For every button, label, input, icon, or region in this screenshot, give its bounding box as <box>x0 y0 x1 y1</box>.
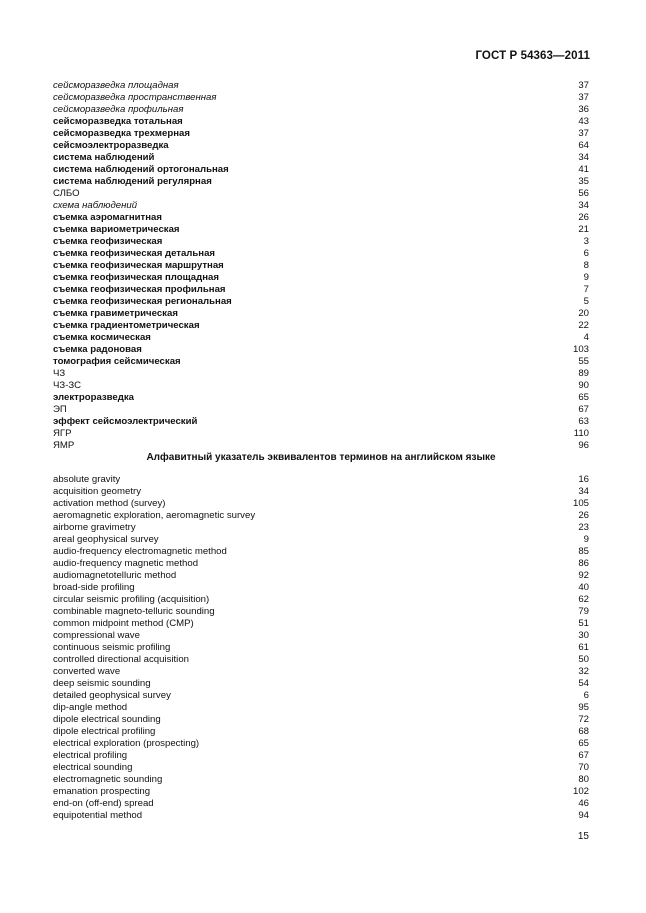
index-entry <box>53 714 589 726</box>
index-term: converted wave <box>53 666 121 677</box>
index-term: activation method (survey) <box>53 498 166 509</box>
index-page-ref: 67 <box>578 404 589 415</box>
index-page-ref: 54 <box>578 678 589 689</box>
index-page-ref: 65 <box>578 392 589 403</box>
index-page-ref: 26 <box>578 212 589 223</box>
index-entry <box>53 296 589 308</box>
index-entry <box>53 762 589 774</box>
index-term: dipole electrical profiling <box>53 726 156 737</box>
index-entry <box>53 630 589 642</box>
index-entry <box>53 392 589 404</box>
index-entry <box>53 594 589 606</box>
index-page-ref: 43 <box>578 116 589 127</box>
index-page-ref: 37 <box>578 80 589 91</box>
section-title: Алфавитный указатель эквивалентов терминов на английском языке <box>146 452 496 463</box>
index-entry <box>53 344 589 356</box>
index-term: broad-side profiling <box>53 582 135 593</box>
index-term: compressional wave <box>53 630 140 641</box>
index-page-ref: 50 <box>578 654 589 665</box>
index-term: detailed geophysical survey <box>53 690 171 701</box>
index-page-ref: 55 <box>578 356 589 367</box>
index-term: съемка гравиметрическая <box>53 308 178 319</box>
index-page-ref: 7 <box>583 284 589 295</box>
index-entry <box>53 666 589 678</box>
index-term: emanation prospecting <box>53 786 151 797</box>
index-entry <box>53 786 589 798</box>
index-entry <box>53 510 589 522</box>
index-term: electromagnetic sounding <box>53 774 163 785</box>
index-page-ref: 65 <box>578 738 589 749</box>
index-term: ЯГР <box>53 428 72 439</box>
index-page-ref: 70 <box>578 762 589 773</box>
index-page-ref: 46 <box>578 798 589 809</box>
index-entry <box>53 750 589 762</box>
index-page-ref: 95 <box>578 702 589 713</box>
index-page-ref: 36 <box>578 104 589 115</box>
index-page-ref: 61 <box>578 642 589 653</box>
index-term: съемка геофизическая региональная <box>53 296 232 307</box>
index-page-ref: 68 <box>578 726 589 737</box>
index-page-ref: 20 <box>578 308 589 319</box>
index-page-ref: 51 <box>578 618 589 629</box>
index-entry <box>53 678 589 690</box>
index-entry <box>53 416 589 428</box>
index-page-ref: 9 <box>583 272 589 283</box>
index-entry <box>53 522 589 534</box>
index-entry <box>53 260 589 272</box>
index-entry <box>53 284 589 296</box>
index-entry <box>53 380 589 392</box>
index-term: equipotential method <box>53 810 143 821</box>
index-entry <box>53 116 589 128</box>
index-term: сейсморазведка площадная <box>53 80 179 91</box>
index-page-ref: 89 <box>578 368 589 379</box>
index-entry <box>53 428 589 440</box>
index-term: система наблюдений регулярная <box>53 176 212 187</box>
index-page-ref: 32 <box>578 666 589 677</box>
index-page-ref: 21 <box>578 224 589 235</box>
index-page-ref: 35 <box>578 176 589 187</box>
index-term: съемка геофизическая <box>53 236 163 247</box>
index-page-ref: 94 <box>578 810 589 821</box>
index-term: сейсморазведка профильная <box>53 104 184 115</box>
index-entry <box>53 104 589 116</box>
index-term: ЯМР <box>53 440 75 451</box>
index-entry <box>53 248 589 260</box>
index-entry <box>53 738 589 750</box>
index-term: съемка геофизическая площадная <box>53 272 219 283</box>
index-entry <box>53 642 589 654</box>
index-entry <box>53 798 589 810</box>
index-entry <box>53 690 589 702</box>
russian-term-index <box>53 80 589 452</box>
index-entry <box>53 128 589 140</box>
index-page-ref: 4 <box>583 332 589 343</box>
index-page-ref: 26 <box>578 510 589 521</box>
index-entry <box>53 546 589 558</box>
index-entry <box>53 570 589 582</box>
index-term: съемка геофизическая маршрутная <box>53 260 224 271</box>
index-page-ref: 6 <box>583 248 589 259</box>
index-page-ref: 41 <box>578 164 589 175</box>
index-term: combinable magneto-telluric sounding <box>53 606 215 617</box>
index-page-ref: 63 <box>578 416 589 427</box>
index-term: система наблюдений ортогональная <box>53 164 229 175</box>
index-entry <box>53 164 589 176</box>
index-entry <box>53 606 589 618</box>
index-term: areal geophysical survey <box>53 534 159 545</box>
index-term: acquisition geometry <box>53 486 141 497</box>
index-page-ref: 37 <box>578 128 589 139</box>
index-term: deep seismic sounding <box>53 678 151 689</box>
document-id-header: ГОСТ Р 54363—2011 <box>475 50 590 62</box>
index-entry <box>53 152 589 164</box>
index-page-ref: 37 <box>578 92 589 103</box>
index-term: эффект сейсмоэлектрический <box>53 416 198 427</box>
index-entry <box>53 474 589 486</box>
index-entry <box>53 368 589 380</box>
index-page-ref: 34 <box>578 486 589 497</box>
index-entry <box>53 356 589 368</box>
index-term: съемка градиентометрическая <box>53 320 200 331</box>
index-entry <box>53 774 589 786</box>
page-number: 15 <box>577 831 589 842</box>
index-term: сейсморазведка трехмерная <box>53 128 190 139</box>
index-page-ref: 103 <box>572 344 589 355</box>
index-page-ref: 62 <box>578 594 589 605</box>
index-page-ref: 105 <box>572 498 589 509</box>
index-entry <box>53 332 589 344</box>
index-page-ref: 64 <box>578 140 589 151</box>
index-page-ref: 3 <box>583 236 589 247</box>
index-term: ЧЗ <box>53 368 66 379</box>
index-term: съемка вариометрическая <box>53 224 180 235</box>
index-term: съемка аэромагнитная <box>53 212 162 223</box>
index-entry <box>53 320 589 332</box>
index-term: сейсмоэлектроразведка <box>53 140 169 151</box>
index-page-ref: 23 <box>578 522 589 533</box>
index-term: end-on (off-end) spread <box>53 798 154 809</box>
index-page-ref: 30 <box>578 630 589 641</box>
index-term: электроразведка <box>53 392 134 403</box>
english-term-index <box>53 474 589 822</box>
index-page-ref: 90 <box>578 380 589 391</box>
index-term: ЧЗ-ЗС <box>53 380 81 391</box>
index-page-ref: 92 <box>578 570 589 581</box>
index-term: съемка радоновая <box>53 344 142 355</box>
index-term: схема наблюдений <box>53 200 138 211</box>
index-page-ref: 34 <box>578 152 589 163</box>
index-page-ref: 102 <box>572 786 589 797</box>
index-page-ref: 67 <box>578 750 589 761</box>
index-entry <box>53 212 589 224</box>
index-term: electrical sounding <box>53 762 133 773</box>
index-entry <box>53 200 589 212</box>
index-page-ref: 86 <box>578 558 589 569</box>
index-page-ref: 110 <box>573 428 589 439</box>
index-page-ref: 40 <box>578 582 589 593</box>
index-entry <box>53 224 589 236</box>
index-page-ref: 56 <box>578 188 589 199</box>
index-term: controlled directional acquisition <box>53 654 189 665</box>
index-page-ref: 79 <box>578 606 589 617</box>
index-term: съемка космическая <box>53 332 151 343</box>
index-term: electrical profiling <box>53 750 128 761</box>
index-term: СЛБО <box>53 188 80 199</box>
index-term: dip-angle method <box>53 702 128 713</box>
index-term: audiomagnetotelluric method <box>53 570 177 581</box>
index-page-ref: 85 <box>578 546 589 557</box>
index-page-ref: 8 <box>583 260 589 271</box>
index-entry <box>53 534 589 546</box>
index-term: airborne gravimetry <box>53 522 136 533</box>
index-term: ЭП <box>53 404 67 415</box>
index-entry <box>53 810 589 822</box>
index-page-ref: 96 <box>578 440 589 451</box>
index-term: audio-frequency electromagnetic method <box>53 546 227 557</box>
index-term: сейсморазведка пространственная <box>53 92 217 103</box>
index-entry <box>53 582 589 594</box>
index-term: dipole electrical sounding <box>53 714 161 725</box>
index-term: сейсморазведка тотальная <box>53 116 183 127</box>
index-page-ref: 34 <box>578 200 589 211</box>
index-entry <box>53 188 589 200</box>
index-entry <box>53 654 589 666</box>
index-page-ref: 16 <box>578 474 589 485</box>
index-term: томография сейсмическая <box>53 356 181 367</box>
index-entry <box>53 236 589 248</box>
index-entry <box>53 272 589 284</box>
index-entry <box>53 726 589 738</box>
index-term: aeromagnetic exploration, aeromagnetic survey <box>53 510 256 521</box>
index-term: electrical exploration (prospecting) <box>53 738 200 749</box>
index-entry <box>53 702 589 714</box>
index-term: система наблюдений <box>53 152 155 163</box>
index-term: съемка геофизическая профильная <box>53 284 226 295</box>
index-entry <box>53 80 589 92</box>
index-term: continuous seismic profiling <box>53 642 171 653</box>
index-page-ref: 5 <box>583 296 589 307</box>
index-page-ref: 80 <box>578 774 589 785</box>
index-page-ref: 6 <box>583 690 589 701</box>
index-term: съемка геофизическая детальная <box>53 248 216 259</box>
index-page-ref: 9 <box>583 534 589 545</box>
index-page-ref: 72 <box>578 714 589 725</box>
index-page-ref: 22 <box>578 320 589 331</box>
index-entry <box>53 140 589 152</box>
index-term: circular seismic profiling (acquisition) <box>53 594 210 605</box>
index-entry <box>53 486 589 498</box>
index-term: common midpoint method (CMP) <box>53 618 194 629</box>
index-entry <box>53 176 589 188</box>
index-term: absolute gravity <box>53 474 121 485</box>
index-entry <box>53 404 589 416</box>
index-entry <box>53 618 589 630</box>
index-entry <box>53 92 589 104</box>
index-entry <box>53 558 589 570</box>
index-term: audio-frequency magnetic method <box>53 558 199 569</box>
index-entry <box>53 498 589 510</box>
index-entry <box>53 440 589 452</box>
index-entry <box>53 308 589 320</box>
